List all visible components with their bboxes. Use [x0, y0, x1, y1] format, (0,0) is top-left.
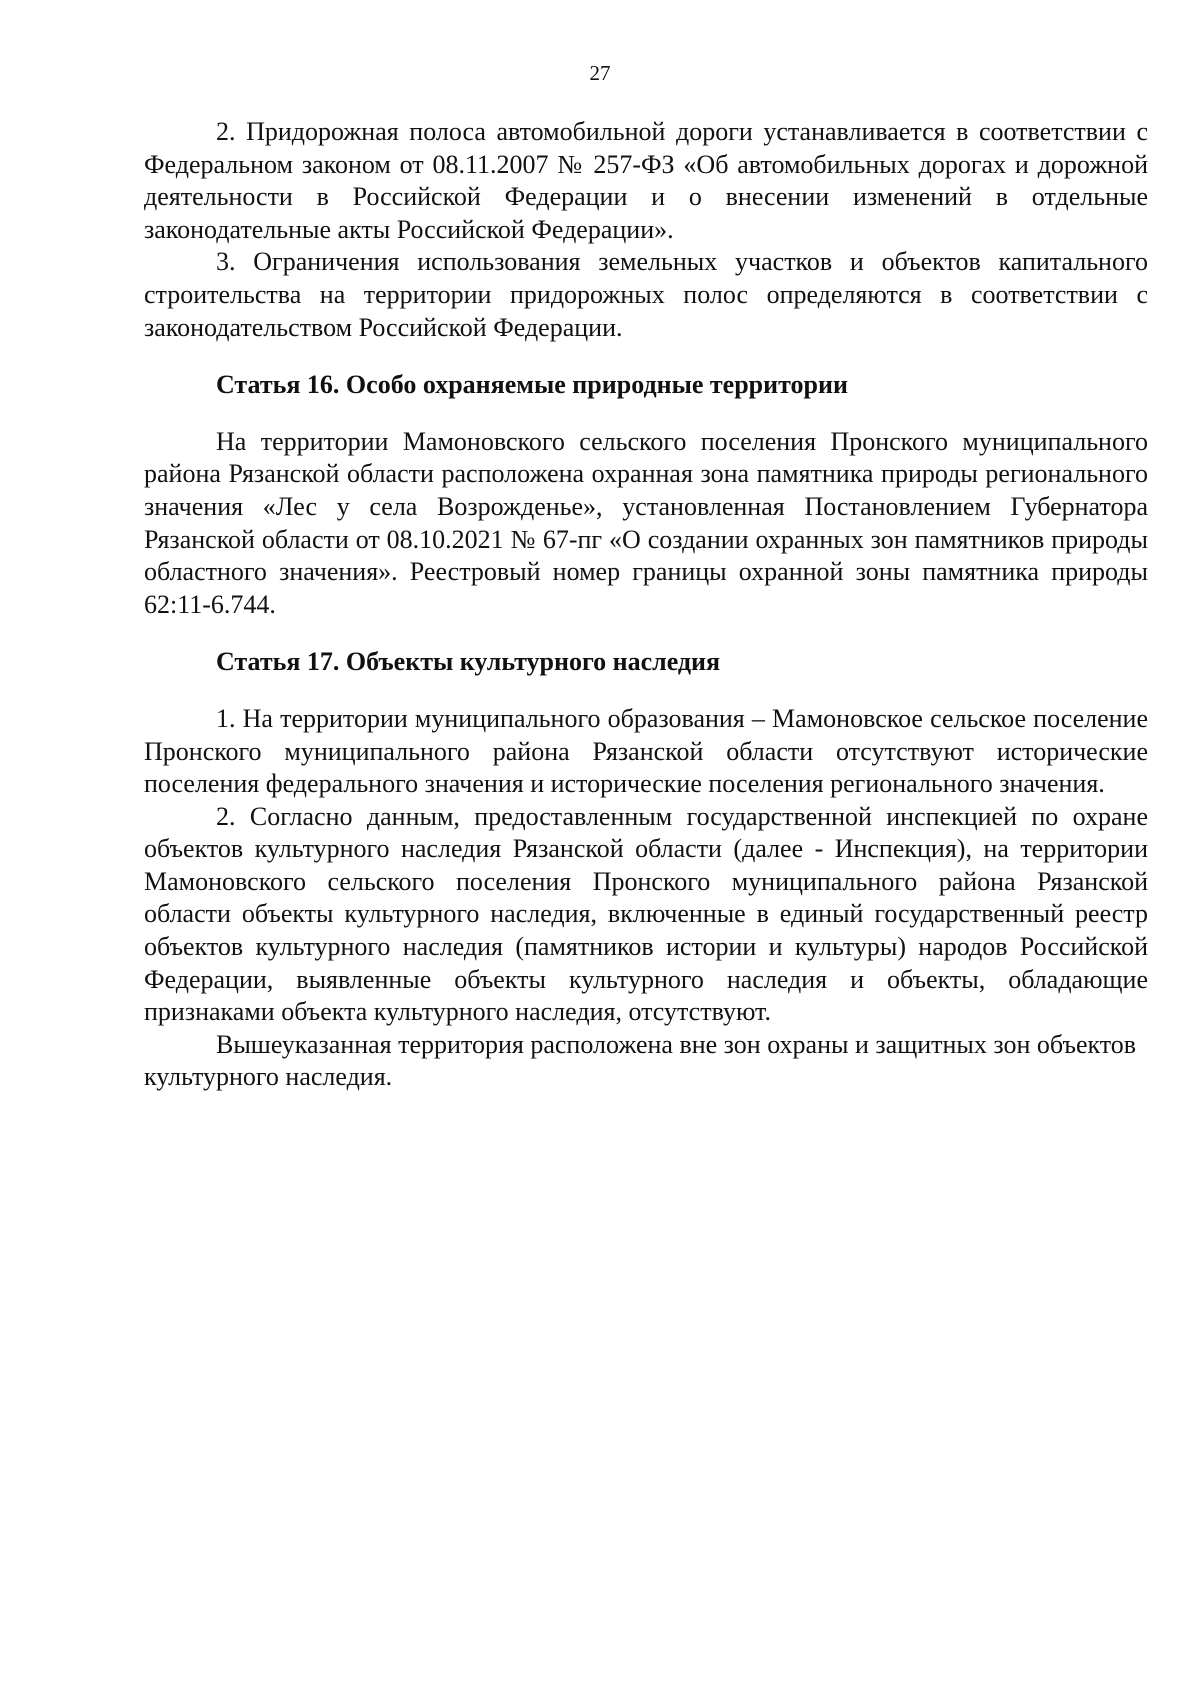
paragraph-protected-natural-area: На территории Мамоновского сельского поселения Пронского муниципального района Рязанской области расположена охранная зона памятника природы регионального значения «Лес у села Возрожденье», установленная Постановлением Губернатора Рязанской области от 08.10.2021 № 67-пг «О создании охранных зон памятников природы областного значения». Реестровый номер границы охранной зоны памятника природы 62:11-6.744. [144, 426, 1148, 619]
paragraph-roadside-strip: 2. Придорожная полоса автомобильной дороги устанавливается в соответствии с Федеральном законом от 08.11.2007 № 257-ФЗ «Об автомобильных дорогах и дорожной деятельности в Российской Федерации и о внесении изменений в отдельные законодательные акты Российской Федерации». [144, 117, 1148, 244]
paragraph-historic-settlements: 1. На территории муниципального образования – Мамоновское сельское поселение Пронского муниципального района Рязанской области отсутствуют исторические поселения федерального значения и исторические поселения регионального значения. [144, 703, 1148, 799]
document-body [144, 116, 1148, 1094]
heading-article-17: Статья 17. Объекты культурного наследия [216, 647, 721, 677]
page-number: 27 [589, 61, 611, 85]
heading-article-16: Статья 16. Особо охраняемые природные территории [216, 370, 848, 400]
paragraph-heritage-objects: 2. Согласно данным, предоставленным государственной инспекцией по охране объектов культурного наследия Рязанской области (далее - Инспекция), на территории Мамоновского сельского поселения Пронского муниципального района Рязанской области объекты культурного наследия, включенные в единый государственный реестр объектов культурного наследия (памятников истории и культуры) народов Российской Федерации, выявленные объекты культурного наследия и объекты, обладающие признаками объекта культурного наследия, отсутствуют. [144, 801, 1148, 1027]
paragraph-protection-zones: Вышеуказанная территория расположена вне зон охраны и защитных зон объектов культурного наследия. [144, 1029, 1137, 1092]
paragraph-roadside-restrictions: 3. Ограничения использования земельных участков и объектов капитального строительства на территории придорожных полос определяются в соответствии с законодательством Российской Федерации. [144, 247, 1148, 342]
